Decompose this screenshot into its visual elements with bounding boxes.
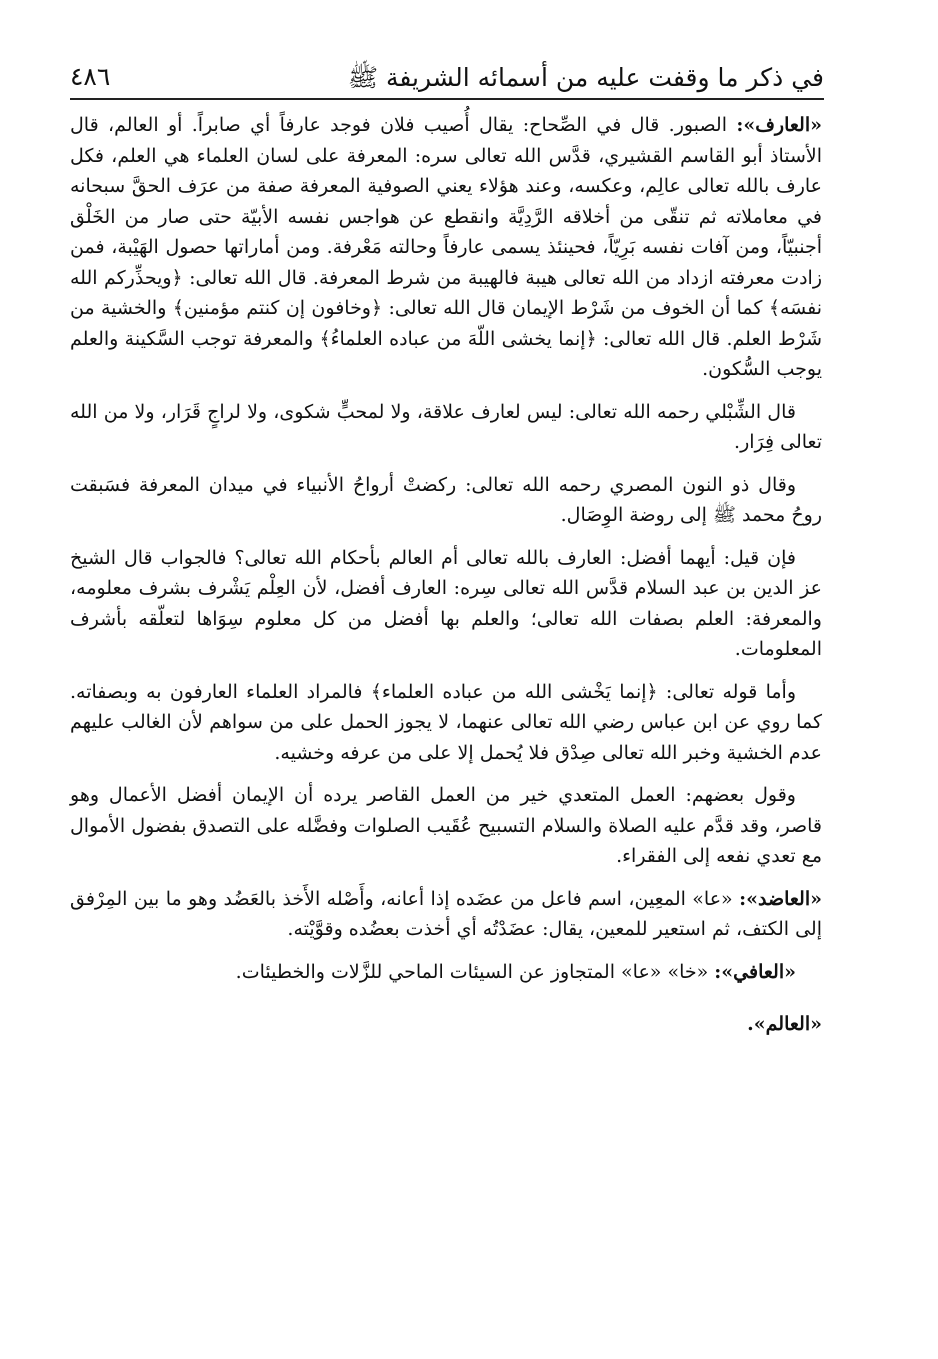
running-header <box>70 60 824 100</box>
header-title: في ذكر ما وقفت عليه من أسمائه الشريفة ﷺ <box>347 63 824 92</box>
paragraph-text: فإن قيل: أيهما أفضل: العارف بالله تعالى أم العالم بأحكام الله تعالى؟ فالجواب قال الشيخ عز الدين بن عبد السلام قدَّس الله تعالى سِره: العارف أفضل، لأن العِلْم يَشْرف بشرف معلومه، والمعرفة: العلم بصفات الله تعالى؛ والعلم بها أفضل من كل معلوم سِوَاها لتعلّقه بأشرف المعلومات. <box>70 546 822 660</box>
entry-term: «العاضد»: <box>739 887 822 910</box>
entry-term: «العارف»: <box>736 114 822 136</box>
paragraph-question <box>70 543 822 665</box>
paragraph-text: وأما قوله تعالى: ﴿إنما يَخْشى الله من عباده العلماء﴾ فالمراد العلماء العارفون به وبصفاته. كما روي عن ابن عباس رضي الله تعالى عنهما، لا يجوز الحمل على من سواهم لأن الغالب عليهم عدم الخشية وخبر الله تعالى صِدْق فلا يُحمل إلا على من عرفه وخشيه. <box>70 680 822 764</box>
paragraph-al-arif <box>70 110 822 385</box>
paragraph-text: قال الشِّبْلي رحمه الله تعالى: ليس لعارف علاقة، ولا لمحبٍّ شكوى، ولا لراجٍ قَرَار، ولا من الله تعالى فِرَار. <box>70 400 822 453</box>
page-number: ٤٨٦ <box>70 62 111 91</box>
paragraph-al-afi <box>70 957 822 988</box>
paragraph-verse-explanation <box>70 677 822 769</box>
entry-term: «العافي»: <box>714 960 796 983</box>
paragraph-text: وقول بعضهم: العمل المتعدي خير من العمل القاصر يرده أن الإيمان أفضل الأعمال وهو قاصر، وقد قدَّم عليه الصلاة والسلام التسبيح عُقَيب الصلوات وفضَّله على التصدق بفضول الأموال مع تعدي نفعه إلى الفقراء. <box>70 784 822 867</box>
paragraph-text: وقال ذو النون المصري رحمه الله تعالى: ركضتْ أرواحُ الأنبياء في ميدان المعرفة فسَبقت روحُ محمد ﷺ إلى روضة الوِصَال. <box>70 473 822 526</box>
paragraph-dhun-nun <box>70 470 822 531</box>
paragraph-text: «عا» المعِين، اسم فاعل من عضَده إذا أعانه، وأَصْله الأَخذ بالعَضُد وهو ما بين المِرْفق إلى الكتف، ثم استعير للمعين، يقال: عضَدْتُه أي أخذت بعضُده وقوَّيْته. <box>70 887 822 940</box>
paragraph-shibli <box>70 397 822 458</box>
paragraph-text: «خا» «عا» المتجاوز عن السيئات الماحي للزَّلات والخطيئات. <box>235 960 715 983</box>
paragraph-transitive-work <box>70 780 822 872</box>
paragraph-al-adid <box>70 884 822 945</box>
body-text <box>70 110 822 1040</box>
entry-heading-al-alim: «العالم». <box>747 1013 822 1035</box>
paragraph-text: الصبور. قال في الصِّحاح: يقال أُصيب فلان فوجد عارفاً أي صابراً. أو العالم، قال الأستاذ أبو القاسم القشيري، قدَّس الله تعالى سره: المعرفة على لسان العلماء هي العلم، فكل عارف بالله تعالى عالِم، وعكسه، وعند هؤلاء يعني الصوفية المعرفة صفة من عرَف الحقَّ سبحانه في معاملاته ثم تنقّى من أخلاقه الرَّدِيَّة وانقطع عن هواجس نفسه الأبيّة حتى صار من الخَلْق أجنبيّاً، ومن آفات نفسه بَرِيّاً، فحينئذ يسمى عارفاً وحالته مَعْرفة. ومن أماراتها حصول الهَيْبة، فمن زادت معرفته ازداد من الله تعالى هيبة فالهيبة من شرط المعرفة. قال الله تعالى: ﴿ويحذِّركم الله نفسَه﴾ كما أن الخوف من شَرْط الإيمان قال الله تعالى: ﴿وخافون إن كنتم مؤمنين﴾ والخشية من شَرْط العلم. قال الله تعالى: ﴿إنما يخشى اللّهَ من عباده العلماءُ﴾ والمعرفة توجب السَّكينة والعلم يوجب السُّكون. <box>70 114 822 380</box>
